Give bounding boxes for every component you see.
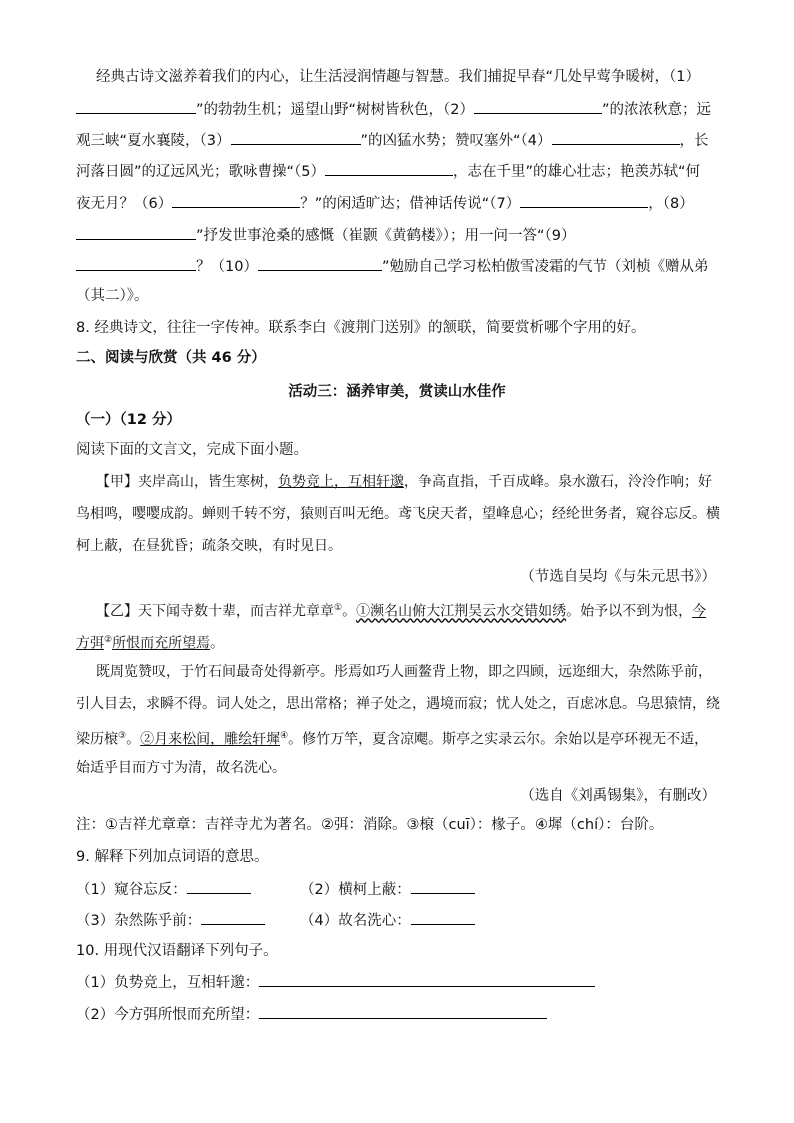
blank-1[interactable] — [76, 99, 196, 114]
q10-item-2 — [76, 1004, 547, 1025]
q7-text: ”的凶猛水势；赞叹塞外“（4） — [360, 133, 552, 149]
q9-answer-2[interactable] — [411, 879, 475, 894]
passage-yi-line-4: 引人目去，求瞬不得。词人处之，思出常格；禅子处之，遇境而寂；忧人处之，百虑冰息。乌思猿情，绕 — [76, 696, 720, 712]
q9-label: （2）横柯上蔽： — [300, 882, 411, 898]
passage-jia-line-1 — [96, 472, 712, 492]
passage-text: 。始予以不到为恨， — [566, 603, 693, 620]
q9-answer-4[interactable] — [411, 910, 475, 925]
q7-text: ”的勃勃生机；遥望山野“树树皆秋色，（2） — [196, 102, 474, 118]
passage-text: 梁历榱 — [76, 731, 118, 748]
passage-label: 【甲】 — [96, 474, 138, 490]
q7-text: ”勉励自己学习松柏傲雪凌霜的气节（刘桢《赠从弟 — [381, 259, 709, 275]
blank-10[interactable] — [258, 256, 382, 271]
source-jia: （节选自吴均《与朱元思书》） — [520, 569, 716, 585]
passage-jia-line-2: 鸟相鸣，嘤嘤成韵。蝉则千转不穷，猿则百叫无绝。鸢飞戾天者，望峰息心；经纶世务者，窥谷忘反。横 — [76, 506, 720, 522]
footnote-marker: ③ — [118, 731, 127, 741]
q7-text: ，（8） — [648, 196, 694, 212]
blank-8[interactable] — [76, 225, 196, 240]
underlined-sentence: 所恨而充所望焉 — [112, 635, 211, 652]
passage-yi-line-2 — [76, 630, 224, 654]
q7-text: ？（10） — [196, 259, 258, 275]
footnote-marker: ① — [334, 603, 343, 613]
blank-3[interactable] — [231, 130, 361, 145]
q9-answer-1[interactable] — [187, 879, 251, 894]
q10-item-1 — [76, 972, 595, 993]
instruction: 阅读下面的文言文，完成下面小题。 — [76, 442, 308, 458]
q9-item-4 — [300, 910, 475, 931]
underlined-sentence: 负势竞上，互相轩邈 — [278, 474, 404, 490]
passage-label: 【乙】 — [96, 603, 138, 620]
q7-line-8 — [76, 286, 149, 306]
passage-text: 。 — [342, 603, 357, 620]
footnotes: 注：①吉祥尤章章：吉祥寺尤为著名。②弭：消除。③榱（cuī）：椽子。④墀（chí）：台阶。 — [76, 817, 664, 833]
q9-title: 9. 解释下列加点词语的意思。 — [76, 849, 269, 865]
q10-answer-2[interactable] — [259, 1004, 547, 1019]
q8-question: 8. 经典诗文，往往一字传神。联系李白《渡荆门送别》的颔联，简要赏析哪个字用的好。 — [76, 320, 646, 336]
q7-text: （其二）》。 — [76, 288, 149, 304]
passage-text: 。修竹万竿，夏含凉飔。斯亭之实录云尔。余始以是亭环视无不适， — [288, 731, 709, 748]
q10-label: （2）今方弭所恨而充所望： — [76, 1007, 260, 1023]
passage-text: 天下闻寺数十辈，而吉祥尤章章 — [138, 603, 334, 620]
blank-7[interactable] — [520, 193, 648, 208]
q10-label: （1）负势竞上，互相轩邈： — [76, 975, 260, 991]
underlined-sentence: 方弭 — [76, 635, 104, 652]
part-heading: （一）（12 分） — [76, 412, 181, 428]
underlined-sentence: 今 — [692, 603, 707, 620]
blank-4[interactable] — [552, 130, 680, 145]
passage-text: ，争高直指，千百成峰。泉水激石，泠泠作响；好 — [404, 474, 712, 490]
passage-text: 夹岸高山，皆生寒树， — [138, 474, 278, 490]
q9-label: （3）杂然陈乎前： — [76, 913, 202, 929]
q9-item-1 — [76, 879, 251, 900]
q7-text: 河落日圆”的辽远风光；歌咏曹操“（5） — [76, 164, 325, 180]
q7-text: 夜无月？（6） — [76, 196, 173, 212]
footnote-marker: ④ — [280, 731, 289, 741]
q7-line-4 — [76, 161, 700, 182]
passage-yi-line-1 — [96, 598, 706, 622]
q7-text: 观三峡“夏水襄陵，（3） — [76, 133, 231, 149]
q9-answer-3[interactable] — [201, 910, 265, 925]
q7-line-1 — [96, 67, 700, 87]
q7-line-5 — [76, 193, 694, 214]
q7-line-2 — [76, 99, 711, 120]
q7-text: 经典古诗文滋养着我们的内心，让生活浸润情趣与智慧。我们捕捉早春“几处早莺争暖树，（1） — [96, 69, 700, 85]
passage-text: 。 — [126, 731, 141, 748]
q7-text: ？”的闲适旷达；借神话传说“（7） — [300, 196, 521, 212]
blank-5[interactable] — [325, 161, 453, 176]
underlined-sentence: ②月来松间，雕绘轩墀 — [140, 731, 281, 748]
passage-text: 。 — [210, 635, 225, 652]
q9-item-3 — [76, 910, 265, 931]
source-yi: （选自《刘禹锡集》，有删改） — [520, 788, 716, 804]
q9-label: （1）窥谷忘反： — [76, 882, 187, 898]
blank-2[interactable] — [474, 99, 602, 114]
passage-yi-line-5 — [76, 726, 708, 750]
q7-line-3 — [76, 130, 709, 151]
blank-9[interactable] — [76, 256, 196, 271]
passage-jia-line-3: 柯上蔽，在昼犹昏；疏条交映，有时见日。 — [76, 538, 342, 554]
passage-yi-line-3: 既周览赞叹，于竹石间最奇处得新亭。彤焉如巧人画鳌背上物，即之四顾，远迩细大，杂然陈乎前， — [96, 664, 712, 680]
q7-line-7 — [76, 256, 708, 277]
blank-6[interactable] — [172, 193, 300, 208]
q10-answer-1[interactable] — [259, 972, 595, 987]
activity-title: 活动三：涵养审美，赏读山水佳作 — [288, 384, 506, 400]
q10-title: 10. 用现代汉语翻译下列句子。 — [76, 943, 278, 959]
q7-text: ”抒发世事沧桑的感慨（崔颢《黄鹤楼》）；用一问一答“（9） — [196, 228, 576, 244]
q9-item-2 — [300, 879, 475, 900]
q9-label: （4）故名洗心： — [300, 913, 411, 929]
footnote-marker: ② — [104, 635, 113, 645]
q7-text: ”的浓浓秋意；远 — [602, 102, 712, 118]
section-heading: 二、阅读与欣赏（共 46 分） — [76, 350, 266, 366]
q7-text: ，志在千里”的雄心壮志；艳羡苏轼“何 — [453, 164, 701, 180]
passage-yi-line-6: 始适乎目而方寸为清，故名洗心。 — [76, 760, 286, 776]
q7-line-6 — [76, 225, 576, 246]
q7-text: ，长 — [679, 133, 709, 149]
wavy-underlined-sentence: ①濒名山俯大江荆吴云水交错如绣 — [356, 603, 567, 620]
